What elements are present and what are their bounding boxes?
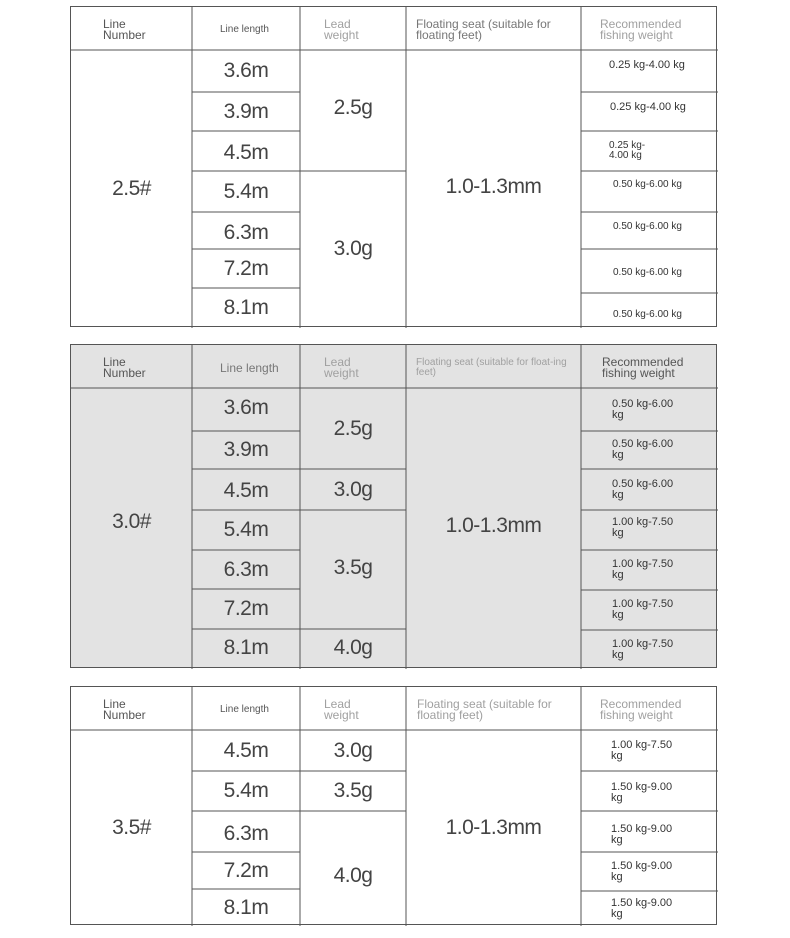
line-number-value: 2.5# [112, 177, 151, 200]
recommended-weight-cell: 1.00 kg-7.50 kg [612, 558, 674, 581]
spec-table-3-0 [70, 344, 717, 668]
recommended-weight-cell: 1.00 kg-7.50 kg [611, 738, 673, 762]
recommended-weight-cell: 1.00 kg-7.50 kg [612, 598, 674, 621]
spec-table-3-5 [70, 686, 717, 925]
lead-weight-cell: 2.5g [333, 416, 373, 440]
header-line-length: Line length [220, 24, 269, 35]
recommended-weight-cell: 0.25 kg-4.00 kg [609, 58, 685, 71]
line-length-cell: 3.6m [223, 395, 269, 419]
spec-table-2-5 [70, 6, 717, 327]
recommended-weight-cell: 0.50 kg-6.00 kg [612, 397, 674, 421]
header-line-length: Line length [220, 704, 269, 715]
recommended-weight-cell: 0.50 kg-6.00 kg [613, 220, 682, 232]
line-length-cell: 3.6m [223, 59, 269, 82]
recommended-weight-cell: 0.25 kg-4.00 kg [609, 140, 646, 161]
header-recommended-weight: Recommended fishing weight [600, 697, 682, 722]
recommended-weight-cell: 0.25 kg-4.00 kg [610, 101, 686, 113]
recommended-weight-cell: 1.50 kg-9.00 kg [611, 859, 673, 883]
header-line-length: Line length [220, 360, 279, 375]
line-number-value: 3.0# [112, 509, 151, 533]
line-length-cell: 5.4m [223, 518, 269, 541]
recommended-weight-cell: 1.50 kg-9.00 kg [611, 896, 673, 920]
header-line-number: Line Number [103, 697, 146, 722]
lead-weight-cell: 4.0g [333, 863, 373, 887]
lead-weight-cell: 4.0g [333, 635, 373, 659]
recommended-weight-cell: 0.50 kg-6.00 kg [612, 438, 674, 461]
line-length-cell: 7.2m [223, 597, 269, 620]
lead-weight-cell: 3.5g [333, 779, 373, 802]
lead-weight-cell: 2.5g [333, 95, 373, 119]
line-length-cell: 5.4m [223, 779, 269, 802]
recommended-weight-cell: 0.50 kg-6.00 kg [613, 267, 682, 278]
floating-seat-value: 1.0-1.3mm [445, 513, 542, 537]
header-recommended-weight: Recommended fishing weight [600, 17, 682, 42]
line-length-cell: 6.3m [223, 220, 269, 244]
floating-seat-value: 1.0-1.3mm [445, 816, 542, 839]
header-lead-weight: Lead weight [324, 697, 359, 722]
header-recommended-weight: Recommended fishing weight [602, 355, 684, 380]
header-floating-seat: Floating seat (suitable for floating feet) [417, 697, 552, 722]
header-line-number: Line Number [103, 17, 146, 42]
header-lead-weight: Lead weight [324, 17, 359, 42]
line-length-cell: 4.5m [223, 479, 269, 502]
recommended-weight-cell: 0.50 kg-6.00 kg [612, 477, 674, 501]
floating-seat-value: 1.0-1.3mm [445, 174, 542, 198]
line-length-cell: 4.5m [223, 141, 269, 164]
line-number-value: 3.5# [112, 816, 151, 839]
lead-weight-cell: 3.0g [333, 738, 373, 762]
line-length-cell: 8.1m [223, 635, 269, 659]
line-length-cell: 6.3m [223, 557, 269, 581]
recommended-weight-cell: 0.50 kg-6.00 kg [613, 308, 682, 320]
recommended-weight-cell: 1.00 kg-7.50 kg [612, 637, 674, 661]
recommended-weight-cell: 1.00 kg-7.50 kg [612, 516, 674, 539]
line-length-cell: 3.9m [223, 99, 269, 123]
line-length-cell: 8.1m [223, 895, 269, 919]
recommended-weight-cell: 1.50 kg-9.00 kg [611, 781, 673, 804]
line-length-cell: 3.9m [223, 438, 269, 461]
header-line-number: Line Number [103, 355, 146, 380]
header-floating-seat: Floating seat (suitable for floating feet) [416, 17, 551, 42]
line-length-cell: 4.5m [223, 738, 269, 762]
lead-weight-cell: 3.0g [333, 236, 373, 260]
header-floating-seat: Floating seat (suitable for float-ing feet) [416, 357, 567, 378]
line-length-cell: 7.2m [223, 256, 269, 280]
line-length-cell: 5.4m [223, 179, 269, 203]
lead-weight-cell: 3.0g [333, 477, 373, 501]
line-length-cell: 8.1m [223, 296, 269, 319]
recommended-weight-cell: 0.50 kg-6.00 kg [613, 178, 682, 190]
line-length-cell: 7.2m [223, 858, 269, 882]
recommended-weight-cell: 1.50 kg-9.00 kg [611, 822, 673, 846]
lead-weight-cell: 3.5g [333, 555, 373, 579]
line-length-cell: 6.3m [223, 821, 269, 845]
header-lead-weight: Lead weight [324, 355, 359, 380]
